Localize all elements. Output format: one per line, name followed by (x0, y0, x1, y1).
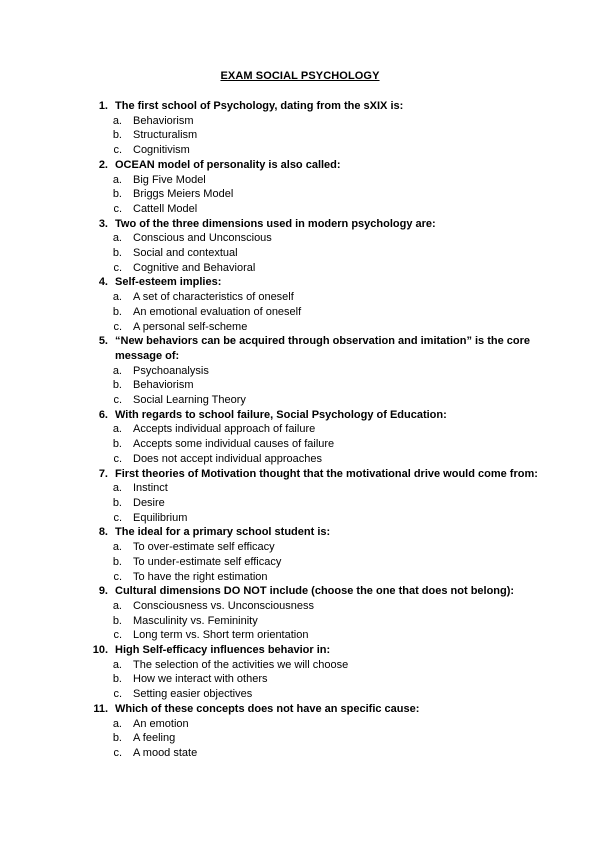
option-text: Consciousness vs. Unconsciousness (133, 599, 314, 612)
option-text: Equilibrium (133, 511, 188, 524)
question-item (88, 702, 538, 761)
option-text: Cognitive and Behavioral (133, 261, 256, 274)
answer-option (88, 290, 538, 305)
question-text: The first school of Psychology, dating from the sXIX is: (115, 100, 404, 112)
answer-option (88, 511, 538, 526)
answer-option (88, 320, 538, 335)
option-letter: b. (112, 496, 122, 509)
option-text: An emotion (133, 717, 189, 730)
answer-option (88, 658, 538, 673)
question-number: 1. (98, 100, 108, 112)
option-letter: b. (112, 247, 122, 260)
question-number: 2. (98, 158, 108, 171)
answer-option (88, 128, 538, 143)
option-letter: b. (112, 614, 122, 627)
option-text: Psychoanalysis (133, 364, 209, 377)
option-text: A mood state (133, 746, 198, 759)
option-text: Social and contextual (133, 247, 238, 260)
question-item (88, 217, 538, 276)
option-list (88, 717, 538, 761)
option-letter: c. (113, 144, 122, 157)
answer-option (88, 672, 538, 687)
option-text: To over-estimate self efficacy (133, 541, 275, 554)
option-text: How we interact with others (133, 673, 268, 686)
option-letter: a. (112, 232, 122, 245)
question-heading (88, 158, 538, 173)
option-text: Desire (133, 496, 165, 509)
answer-option (88, 614, 538, 629)
answer-option (88, 628, 538, 643)
option-letter: a. (112, 658, 122, 671)
page-title: EXAM SOCIAL PSYCHOLOGY (220, 70, 380, 82)
option-text: A feeling (133, 732, 176, 745)
question-item (88, 158, 538, 217)
option-letter: c. (113, 452, 122, 465)
option-letter: b. (112, 379, 122, 392)
question-text: High Self-efficacy influences behavior in: (115, 644, 331, 657)
answer-option (88, 261, 538, 276)
question-text: First theories of Motivation thought that the motivational drive would come from: (115, 467, 538, 480)
answer-option (88, 746, 538, 761)
question-number: 9. (98, 585, 108, 598)
option-letter: b. (112, 732, 122, 745)
option-letter: a. (112, 114, 122, 127)
option-letter: b. (112, 673, 122, 686)
option-list (88, 599, 538, 643)
option-letter: a. (112, 717, 122, 730)
question-number: 8. (98, 526, 108, 539)
answer-option (88, 452, 538, 467)
question-text: Cultural dimensions DO NOT include (choose the one that does not belong): (115, 585, 515, 598)
option-letter: c. (113, 202, 122, 215)
question-item (88, 334, 538, 408)
question-item (88, 467, 538, 526)
option-letter: c. (113, 688, 122, 701)
answer-option (88, 246, 538, 261)
answer-option (88, 364, 538, 379)
option-text: A set of characteristics of oneself (133, 291, 294, 304)
option-text: Setting easier objectives (133, 688, 253, 701)
question-text: “New behaviors can be acquired through observation and imitation” is the core message of: (115, 335, 531, 362)
question-item (88, 275, 538, 334)
question-number: 11. (93, 702, 108, 715)
option-text: Accepts individual approach of failure (133, 423, 316, 436)
option-list (88, 540, 538, 584)
option-text: Cattell Model (133, 202, 198, 215)
question-text: Self-esteem implies: (115, 276, 222, 289)
question-heading (88, 408, 538, 423)
option-letter: b. (112, 438, 122, 451)
answer-option (88, 481, 538, 496)
answer-option (88, 378, 538, 393)
option-letter: a. (112, 173, 122, 186)
question-heading (88, 643, 538, 658)
answer-option (88, 187, 538, 202)
question-number: 5. (98, 335, 108, 348)
question-heading (88, 334, 538, 363)
question-text: Which of these concepts does not have an specific cause: (115, 702, 420, 715)
option-list (88, 481, 538, 525)
question-heading (88, 525, 538, 540)
question-item (88, 525, 538, 584)
question-heading (88, 275, 538, 290)
option-text: Long term vs. Short term orientation (133, 629, 309, 642)
option-list (88, 173, 538, 217)
option-list (88, 290, 538, 334)
answer-option (88, 731, 538, 746)
option-letter: a. (112, 364, 122, 377)
option-text: Structuralism (133, 129, 198, 142)
option-letter: b. (112, 188, 122, 201)
option-letter: b. (112, 555, 122, 568)
question-item (88, 99, 538, 158)
option-list (88, 364, 538, 408)
option-letter: c. (113, 511, 122, 524)
answer-option (88, 114, 538, 129)
question-number: 7. (98, 467, 108, 480)
option-list (88, 231, 538, 275)
option-text: Big Five Model (133, 173, 206, 186)
question-item (88, 643, 538, 702)
option-text: Does not accept individual approaches (133, 452, 322, 465)
question-item (88, 408, 538, 467)
answer-option (88, 555, 538, 570)
option-text: Conscious and Unconscious (133, 232, 272, 245)
question-heading (88, 702, 538, 717)
option-letter: a. (112, 291, 122, 304)
answer-option (88, 393, 538, 408)
option-letter: a. (112, 482, 122, 495)
option-list (88, 658, 538, 702)
answer-option (88, 202, 538, 217)
answer-option (88, 422, 538, 437)
option-letter: c. (113, 746, 122, 759)
option-text: Behaviorism (133, 379, 194, 392)
question-text: With regards to school failure, Social Psychology of Education: (115, 408, 447, 421)
option-list (88, 422, 538, 466)
option-text: Briggs Meiers Model (133, 188, 234, 201)
option-text: The selection of the activities we will choose (133, 658, 349, 671)
answer-option (88, 687, 538, 702)
option-letter: c. (113, 570, 122, 583)
option-text: Masculinity vs. Femininity (133, 614, 258, 627)
option-text: To under-estimate self efficacy (133, 555, 282, 568)
question-text: OCEAN model of personality is also called: (115, 158, 341, 171)
option-text: Behaviorism (133, 114, 194, 127)
answer-option (88, 437, 538, 452)
question-heading (88, 467, 538, 482)
option-text: A personal self-scheme (133, 320, 248, 333)
option-letter: c. (113, 629, 122, 642)
question-number: 6. (98, 408, 108, 421)
option-text: An emotional evaluation of oneself (133, 305, 302, 318)
answer-option (88, 599, 538, 614)
option-letter: a. (112, 423, 122, 436)
answer-option (88, 173, 538, 188)
answer-option (88, 717, 538, 732)
option-letter: a. (112, 541, 122, 554)
option-letter: a. (112, 599, 122, 612)
answer-option (88, 496, 538, 511)
question-number: 10. (92, 644, 108, 657)
option-list (88, 114, 538, 158)
option-letter: c. (113, 320, 122, 333)
option-letter: c. (113, 261, 122, 274)
question-number: 3. (98, 217, 108, 230)
question-item (88, 584, 538, 643)
question-number: 4. (98, 276, 108, 289)
option-text: Social Learning Theory (133, 394, 246, 407)
answer-option (88, 143, 538, 158)
option-text: To have the right estimation (133, 570, 268, 583)
question-heading (88, 99, 538, 114)
question-heading (88, 217, 538, 232)
option-letter: b. (112, 305, 122, 318)
question-text: Two of the three dimensions used in modern psychology are: (115, 217, 436, 230)
question-heading (88, 584, 538, 599)
answer-option (88, 305, 538, 320)
option-text: Instinct (133, 482, 168, 495)
answer-option (88, 570, 538, 585)
question-list (88, 99, 538, 761)
answer-option (88, 540, 538, 555)
answer-option (88, 231, 538, 246)
option-letter: c. (113, 394, 122, 407)
option-text: Accepts some individual causes of failure (133, 438, 335, 451)
option-letter: b. (112, 129, 122, 142)
option-text: Cognitivism (133, 144, 190, 157)
question-text: The ideal for a primary school student is: (115, 526, 331, 539)
